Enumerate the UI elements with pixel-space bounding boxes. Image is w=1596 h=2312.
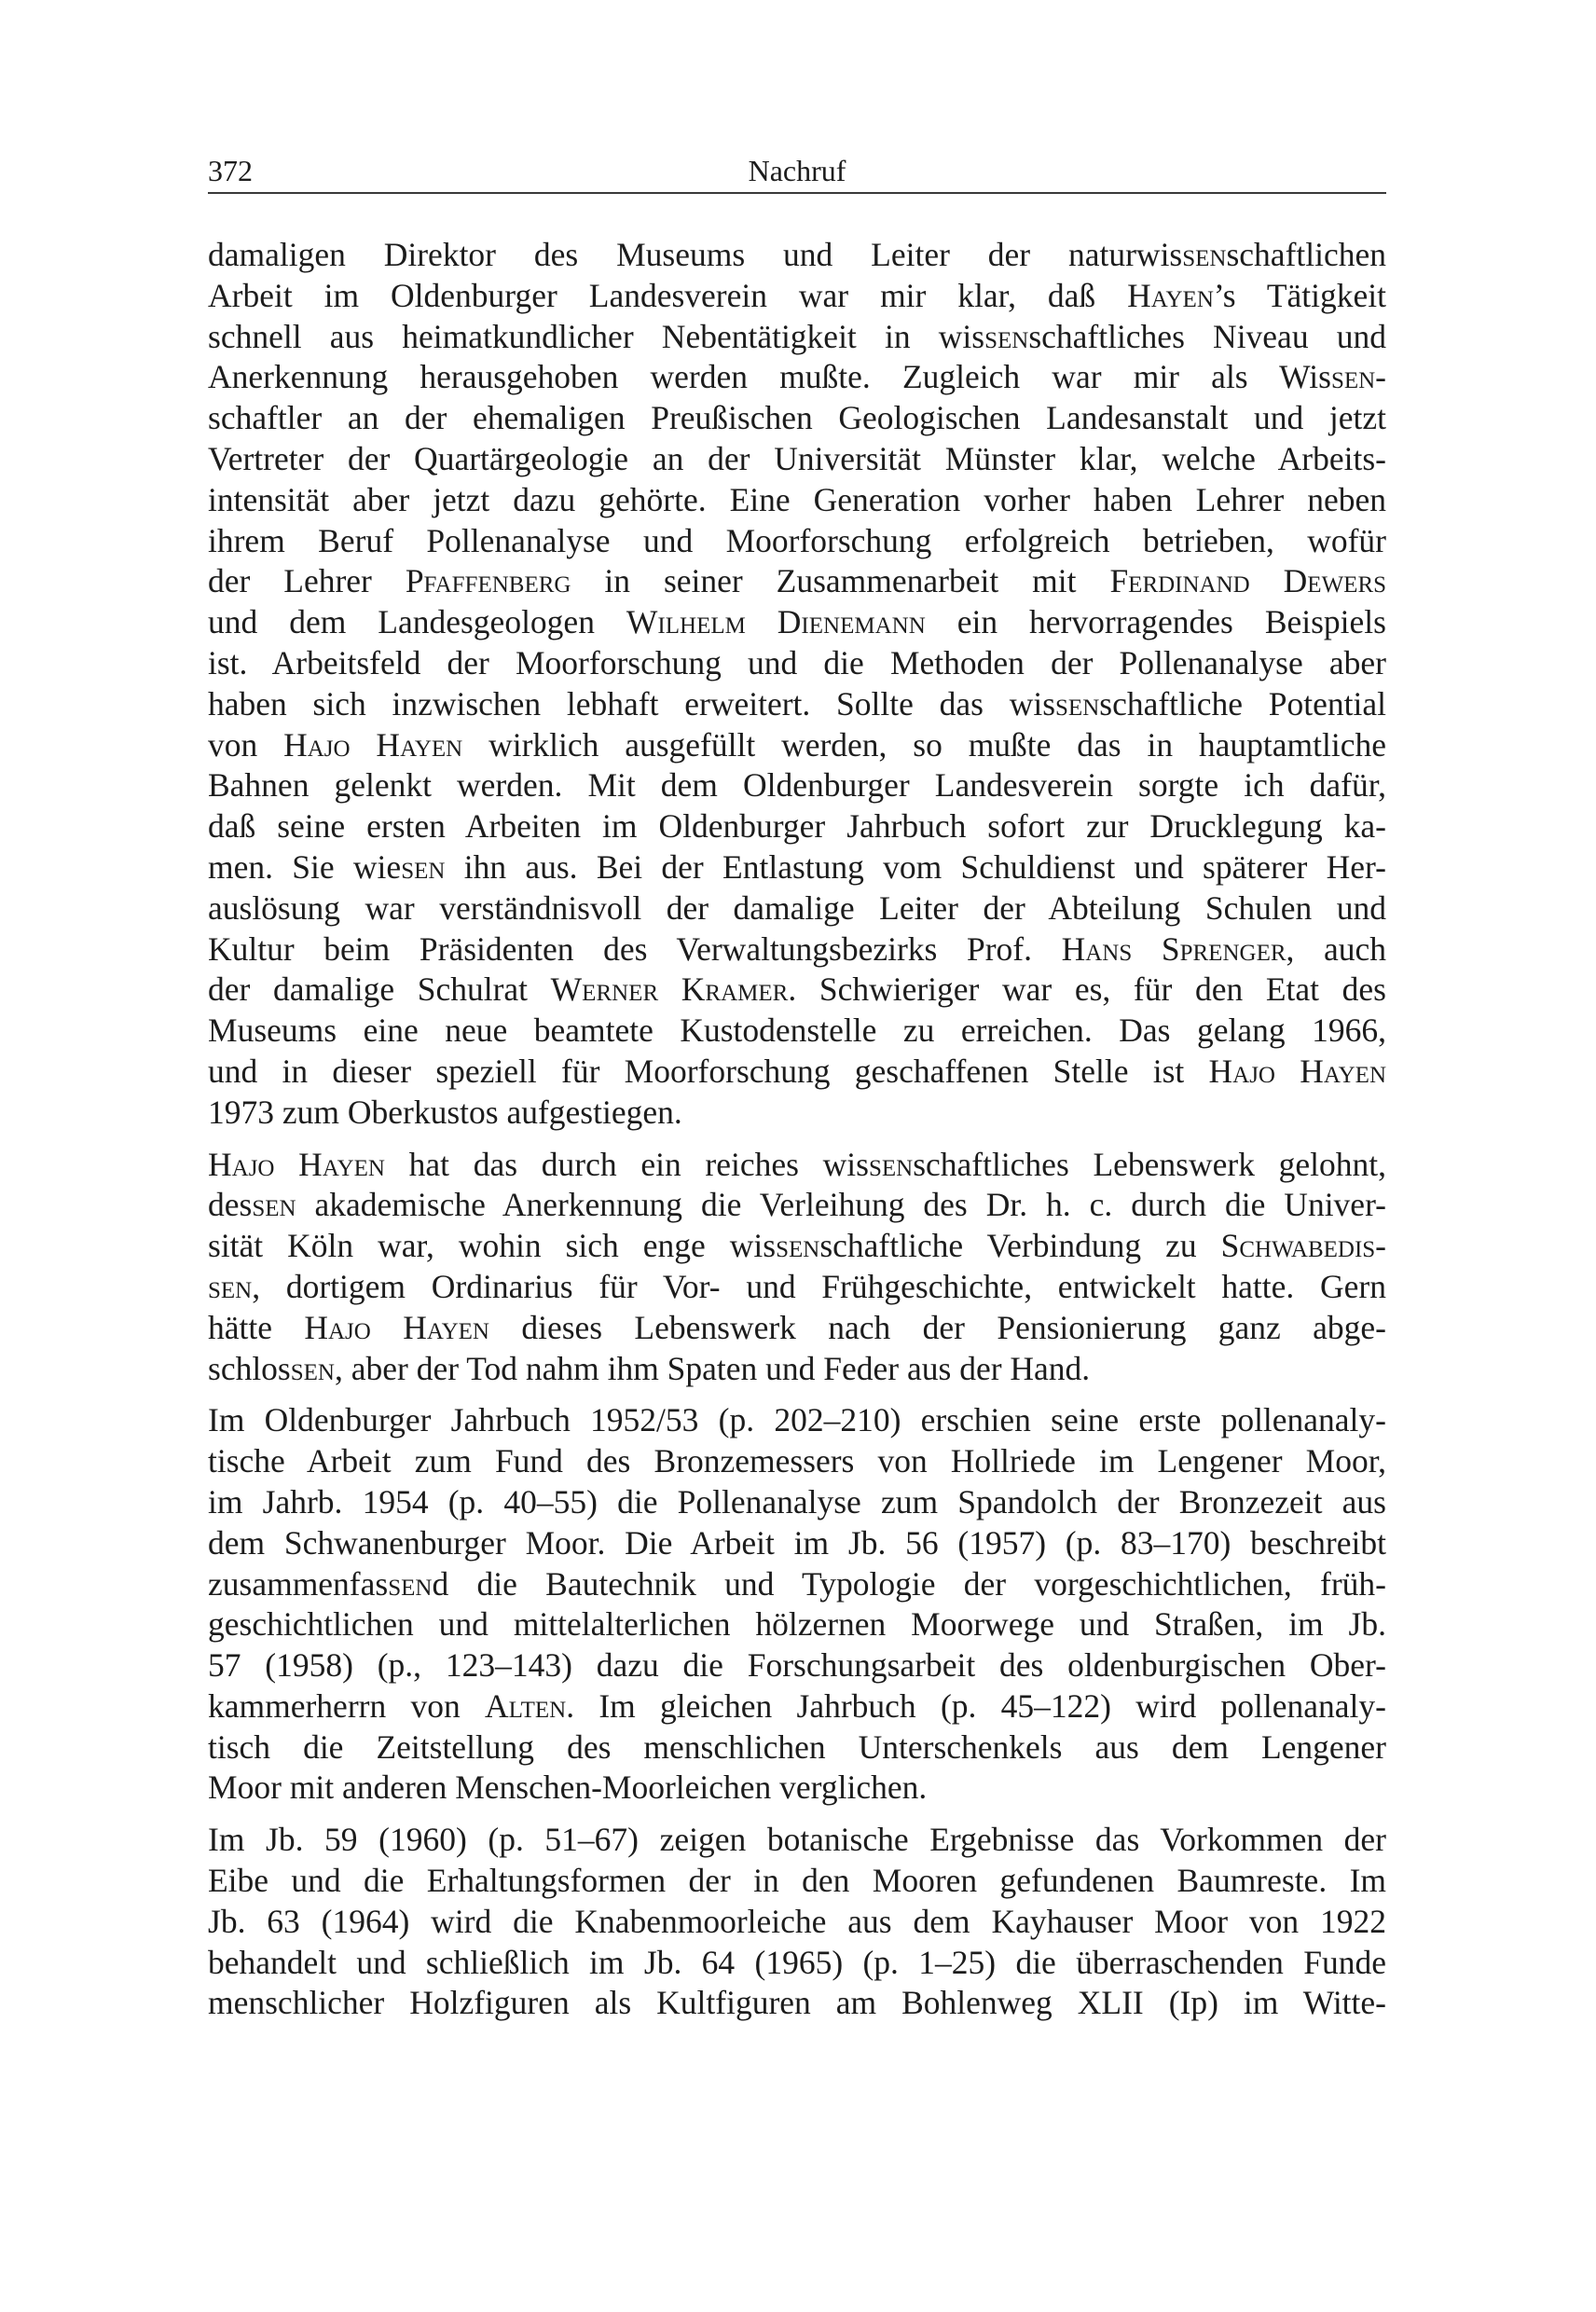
text-line: Eibe und die Erhaltungsformen der in den Mooren gefundenen Baumreste. Im [208,1862,1386,1900]
text-line: sen, dortigem Ordinarius für Vor- und Frühgeschichte, entwickelt hatte. Gern [208,1267,1386,1305]
text-line: men. Sie wiesen ihn aus. Bei der Entlastung vom Schuldienst und späterer Her- [208,847,1386,886]
header-rule [208,192,1386,194]
small-caps-name: Hajo Hayen [283,725,463,764]
text-line: sität Köln war, wohin sich enge wissenschaftliche Verbindung zu Schwabedis- [208,1227,1386,1265]
text-line: damaligen Direktor des Museums und Leiter der naturwissenschaftlichen [208,236,1386,273]
text-line: Kultur beim Präsidenten des Verwaltungsbezirks Prof. Hans Sprenger, auch [208,929,1387,968]
text-line: kammerherrn von Alten. Im gleichen Jahrbuch (p. 45–122) wird pollenanaly- [208,1686,1386,1725]
small-caps-name: Hajo Hayen [208,1145,385,1183]
small-caps-name: Hayen [1127,276,1214,314]
running-title: Nachruf [748,154,846,187]
text-line: Hajo Hayen hat das durch ein reiches wissenschaftliches Lebenswerk gelohnt, [208,1145,1387,1183]
small-caps-name: sen [290,1349,335,1387]
small-caps-name: Hajo Hayen [304,1308,489,1346]
running-head [208,152,1386,189]
text-line: im Jahrb. 1954 (p. 40–55) die Pollenanalyse zum Spandolch der Bronzezeit aus [208,1482,1386,1521]
text-line: daß seine ersten Arbeiten im Oldenburger Jahrbuch sofort zur Drucklegung ka- [208,807,1386,846]
small-caps-name: Schwabedis- [1220,1227,1386,1265]
small-caps-name: sen [388,1564,433,1603]
text-line: der damalige Schulrat Werner Kramer. Schwieriger war es, für den Etat des [208,970,1386,1009]
text-line: schaftler an der ehemaligen Preußischen Geologischen Landesanstalt und jetzt [208,399,1386,437]
paragraph [208,1145,1386,1390]
text-line: geschichtlichen und mittelalterlichen hölzernen Moorwege und Straßen, im Jb. [208,1605,1386,1644]
text-line: der Lehrer Pfaffenberg in seiner Zusammenarbeit mit Ferdinand Dewers [208,562,1387,600]
small-caps-name: sen [401,847,446,886]
text-line: hätte Hajo Hayen dieses Lebenswerk nach der Pensionierung ganz abge- [208,1308,1387,1346]
small-caps-name: Hajo Hayen [1208,1052,1386,1090]
text-line: Im Jb. 59 (1960) (p. 51–67) zeigen botanische Ergebnisse das Vorkommen der [208,1821,1386,1859]
text-line: tische Arbeit zum Fund des Bronzemessers von Hollriede im Lengener Moor, [208,1442,1386,1480]
text-line: Museums eine neue beamtete Kustodenstelle zu erreichen. Das gelang 1966, [208,1012,1386,1050]
small-caps-name: Alten [484,1686,567,1725]
text-line: menschlicher Holzfiguren als Kultfiguren am Bohlenweg XLII (Ip) im Witte- [208,1984,1386,2022]
small-caps-name: sen [1055,684,1100,722]
small-caps-name: sen [208,1267,253,1305]
text-line: dessen akademische Anerkennung die Verleihung des Dr. h. c. durch die Univer- [208,1186,1386,1224]
small-caps-name: Wilhelm Dienemann [626,603,926,641]
text-line: 57 (1958) (p., 123–143) dazu die Forschungsarbeit des oldenburgischen Ober- [208,1646,1386,1685]
small-caps-name: sen [1182,236,1227,273]
paragraph [208,1820,1386,2024]
text-line: behandelt und schließlich im Jb. 64 (1965) (p. 1–25) die überraschenden Funde [208,1943,1386,1981]
small-caps-name: Hans Sprenger [1061,929,1286,968]
text-line: Bahnen gelenkt werden. Mit dem Oldenburger Landesverein sorgte ich dafür, [208,766,1386,805]
text-line: zusammenfassend die Bautechnik und Typologie der vorgeschichtlichen, früh- [208,1564,1386,1603]
small-caps-name: sen [1330,358,1376,396]
text-line: 1973 zum Oberkustos aufgestiegen. [208,1093,682,1131]
text-line: Moor mit anderen Menschen-Moorleichen verglichen. [208,1768,928,1807]
small-caps-name: Ferdinand Dewers [1109,562,1387,600]
text-line: ist. Arbeitsfeld der Moorforschung und die Methoden der Pollenanalyse aber [208,643,1386,681]
text-line: Im Oldenburger Jahrbuch 1952/53 (p. 202–210) erschien seine erste pollenanaly- [208,1401,1386,1439]
text-line: Jb. 63 (1964) wird die Knabenmoorleiche aus dem Kayhauser Moor von 1922 [208,1902,1386,1940]
small-caps-name: Werner Kramer [550,970,789,1009]
paragraph [208,235,1386,1134]
paragraph [208,1400,1386,1809]
text-line: Arbeit im Oldenburger Landesverein war mir klar, daß Hayen’s Tätigkeit [208,276,1387,314]
text-line: schlossen, aber der Tod nahm ihm Spaten und Feder aus der Hand. [208,1349,1091,1387]
text-line: schnell aus heimatkundlicher Nebentätigkeit in wissenschaftliches Niveau und [208,317,1386,355]
small-caps-name: Pfaffenberg [405,562,571,600]
text-line: haben sich inzwischen lebhaft erweitert. Sollte das wissenschaftliche Potential [208,684,1386,722]
text-line: Vertreter der Quartärgeologie an der Universität Münster klar, welche Arbeits- [208,439,1386,477]
small-caps-name: sen [252,1186,296,1224]
text-line: und in dieser speziell für Moorforschung geschaffenen Stelle ist Hajo Hayen [208,1052,1386,1090]
text-line: ihrem Beruf Pollenanalyse und Moorforschung erfolgreich betrieben, wofür [208,521,1386,559]
small-caps-name: sen [776,1227,820,1265]
text-line: auslösung war verständnisvoll der damalige Leiter der Abteilung Schulen und [208,888,1386,927]
text-line: von Hajo Hayen wirklich ausgefüllt werden, so mußte das in hauptamtliche [208,725,1387,764]
text-line: dem Schwanenburger Moor. Die Arbeit im Jb. 56 (1957) (p. 83–170) beschreibt [208,1523,1386,1562]
body-text [208,235,1386,2035]
text-line: tisch die Zeitstellung des menschlichen Unterschenkels aus dem Lengener [208,1727,1386,1766]
text-line: und dem Landesgeologen Wilhelm Dienemann ein hervorragendes Beispiels [208,603,1386,641]
text-line: Anerkennung herausgehoben werden mußte. Zugleich war mir als Wissen- [208,358,1386,396]
text-line: intensität aber jetzt dazu gehörte. Eine Generation vorher haben Lehrer neben [208,480,1386,518]
page-number: 372 [208,154,253,187]
small-caps-name: sen [868,1145,914,1183]
small-caps-name: sen [984,317,1029,355]
